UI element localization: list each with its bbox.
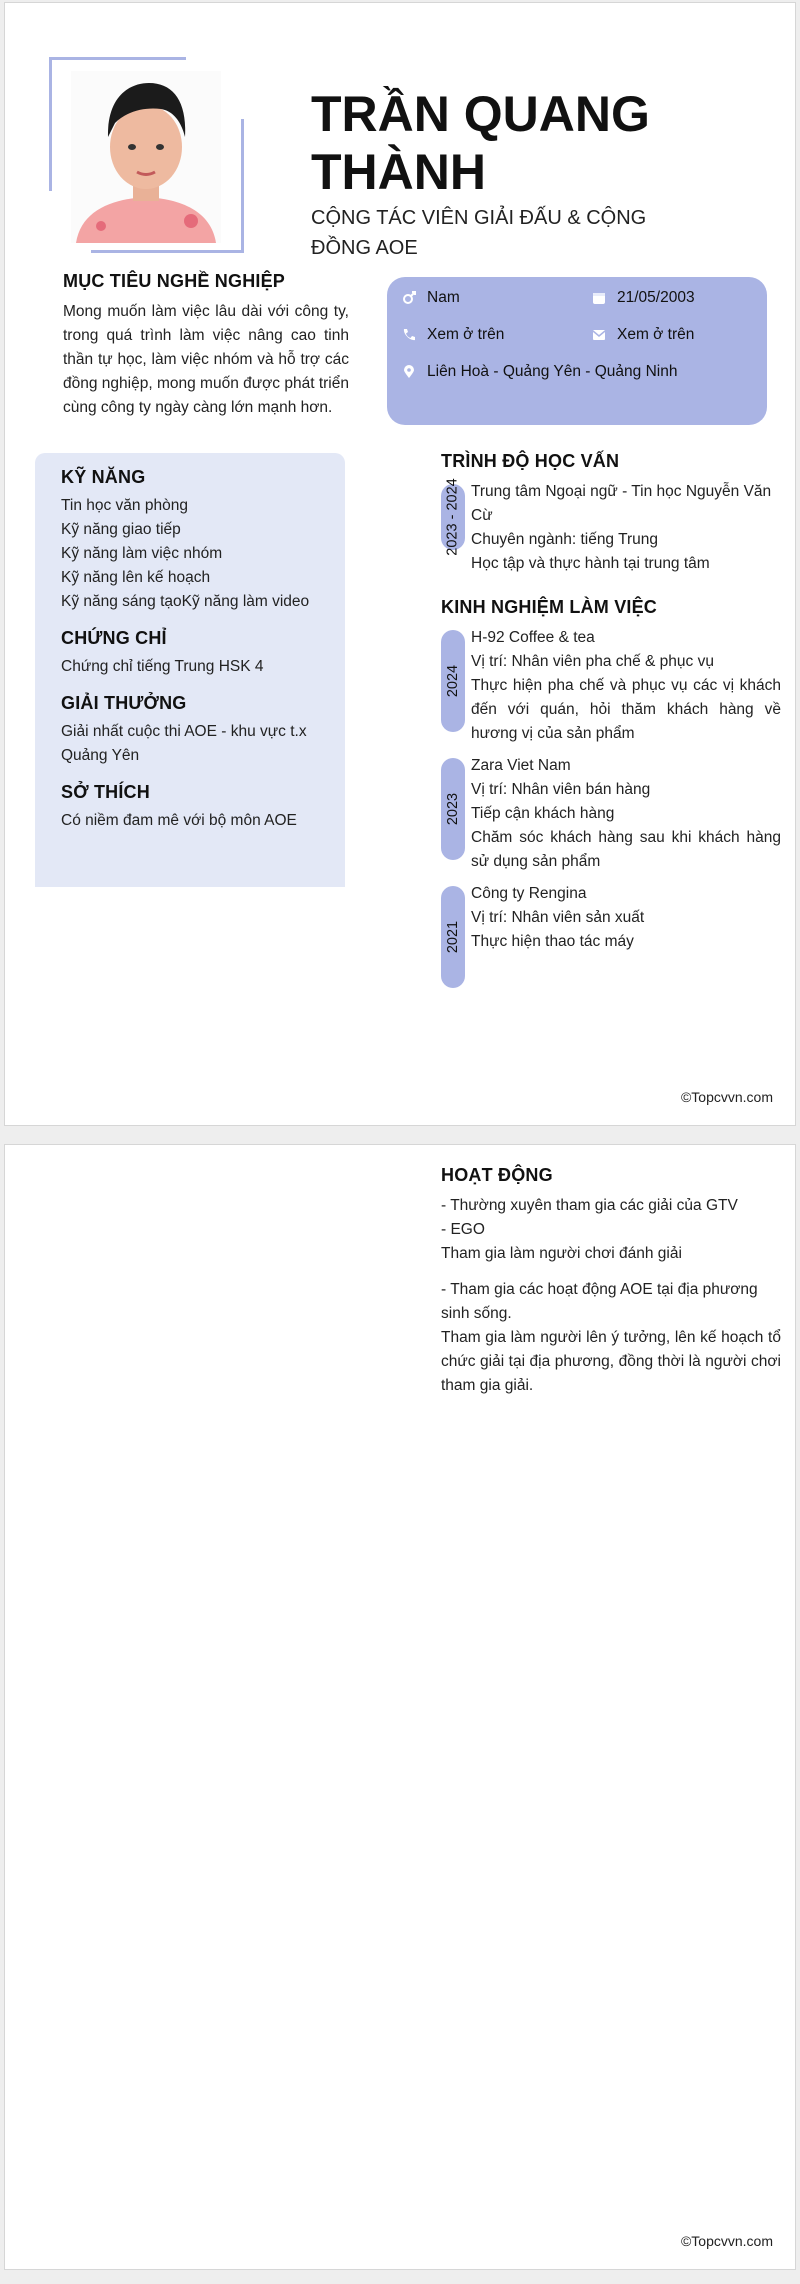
- period-pill: [441, 758, 465, 860]
- birthday-item: [591, 289, 695, 307]
- company-name: H-92 Coffee & tea: [471, 629, 595, 646]
- experience-entry: [441, 754, 781, 874]
- period-label: 2023 - 2024: [445, 478, 461, 556]
- period-pill: [441, 886, 465, 988]
- experience-entry: [441, 626, 781, 746]
- candidate-name: TRẦN QUANG THÀNH: [311, 86, 650, 200]
- period-pill: [441, 630, 465, 732]
- gender-value: Nam: [427, 289, 460, 306]
- cv-page-1: [4, 2, 796, 1126]
- location-pin-icon: [401, 364, 417, 380]
- phone-icon: [401, 327, 417, 343]
- birthday-value: 21/05/2003: [617, 289, 695, 306]
- skill-item: Kỹ năng sáng tạoKỹ năng làm video: [61, 593, 310, 610]
- section-heading: CHỨNG CHỈ: [61, 628, 167, 648]
- company-name: Zara Viet Nam: [471, 757, 571, 774]
- phone-item: [401, 326, 591, 344]
- major: Chuyên ngành: tiếng Trung: [471, 531, 658, 548]
- address-value: Liên Hoà - Quảng Yên - Quảng Ninh: [427, 363, 678, 380]
- position: Vị trí: Nhân viên pha chế & phục vụ: [471, 653, 714, 670]
- company-name: Công ty Rengina: [471, 885, 587, 902]
- job-title: CỘNG TÁC VIÊN GIẢI ĐẤU & CỘNG ĐỒNG AOE: [311, 207, 647, 259]
- award-text: Giải nhất cuộc thi AOE - khu vực t.x Quảng Yên: [61, 723, 307, 764]
- footer-watermark: ©Topcvvn.com: [680, 1089, 773, 1105]
- cv-page-2: [4, 1144, 796, 2270]
- activities-section: [441, 1165, 781, 1410]
- certificates-section: [61, 628, 319, 679]
- email-icon: [591, 327, 607, 343]
- calendar-icon: [591, 290, 607, 306]
- job-description: Tiếp cận khách hàng: [471, 805, 615, 822]
- period-label: 2023: [445, 792, 462, 826]
- footer-watermark: ©Topcvvn.com: [680, 2233, 773, 2249]
- gender-item: [401, 289, 591, 307]
- hobby-text: Có niềm đam mê với bộ môn AOE: [61, 812, 297, 829]
- objective-text: Mong muốn làm việc lâu dài với công ty, trong quá trình làm việc nâng cao tinh thần tự học, làm việc nhóm và hỗ trợ các đồng nghiệp, mong muốn được phát triển cùng công ty ngày càng lớn mạnh hơn.: [63, 303, 349, 416]
- activity-line: Tham gia làm người chơi đánh giải: [441, 1245, 682, 1262]
- position: Vị trí: Nhân viên bán hàng: [471, 781, 651, 798]
- position: Vị trí: Nhân viên sản xuất: [471, 909, 645, 926]
- section-heading: KINH NGHIỆM LÀM VIỆC: [441, 597, 658, 617]
- section-heading: SỞ THÍCH: [61, 782, 150, 802]
- experience-section: [441, 597, 781, 994]
- skills-section: [61, 467, 319, 614]
- education-section: [441, 451, 781, 582]
- school-name: Trung tâm Ngoại ngữ - Tin học Nguyễn Văn Cừ: [471, 483, 772, 524]
- period-label: 2024: [445, 664, 462, 698]
- email-value: Xem ở trên: [617, 326, 695, 343]
- section-heading: HOẠT ĐỘNG: [441, 1165, 553, 1185]
- gender-icon: [401, 290, 417, 306]
- activity-line: - EGO: [441, 1221, 485, 1238]
- skill-item: Tin học văn phòng: [61, 497, 188, 514]
- profile-photo: [71, 71, 221, 243]
- phone-value: Xem ở trên: [427, 326, 505, 343]
- period-label: 2021: [445, 920, 462, 954]
- left-sidebar-panel: [35, 453, 345, 887]
- skill-item: Kỹ năng làm việc nhóm: [61, 545, 223, 562]
- job-description: Thực hiện thao tác máy: [471, 933, 634, 950]
- personal-info-box: [387, 277, 767, 425]
- activity-line: Tham gia làm người lên ý tưởng, lên kế hoạch tổ chức giải tại địa phương, đồng thời là người chơi tham gia giải.: [441, 1329, 781, 1394]
- section-heading: GIẢI THƯỞNG: [61, 693, 187, 713]
- skill-item: Kỹ năng giao tiếp: [61, 521, 181, 538]
- activity-line: - Thường xuyên tham gia các giải của GTV: [441, 1197, 738, 1214]
- job-description: Chăm sóc khách hàng sau khi khách hàng sử dụng sản phẩm: [471, 829, 781, 870]
- career-objective-section: [63, 271, 349, 420]
- education-note: Học tập và thực hành tại trung tâm: [471, 555, 710, 572]
- period-pill: [441, 478, 465, 556]
- awards-section: [61, 693, 319, 768]
- activity-line: - Tham gia các hoạt động AOE tại địa phương sinh sống.: [441, 1281, 758, 1322]
- experience-entry: [441, 882, 781, 988]
- hobbies-section: [61, 782, 319, 833]
- job-description: Thực hiện pha chế và phục vụ các vị khách đến với quán, hỏi thăm khách hàng về hương vị của sản phẩm: [471, 677, 781, 742]
- email-item: [591, 326, 694, 344]
- education-entry: [441, 480, 781, 576]
- section-heading: KỸ NĂNG: [61, 467, 146, 487]
- address-item: [401, 363, 677, 381]
- skill-item: Kỹ năng lên kế hoạch: [61, 569, 211, 586]
- section-heading: TRÌNH ĐỘ HỌC VẤN: [441, 451, 620, 471]
- certificate-text: Chứng chỉ tiếng Trung HSK 4: [61, 658, 264, 675]
- section-heading: MỤC TIÊU NGHỀ NGHIỆP: [63, 271, 286, 291]
